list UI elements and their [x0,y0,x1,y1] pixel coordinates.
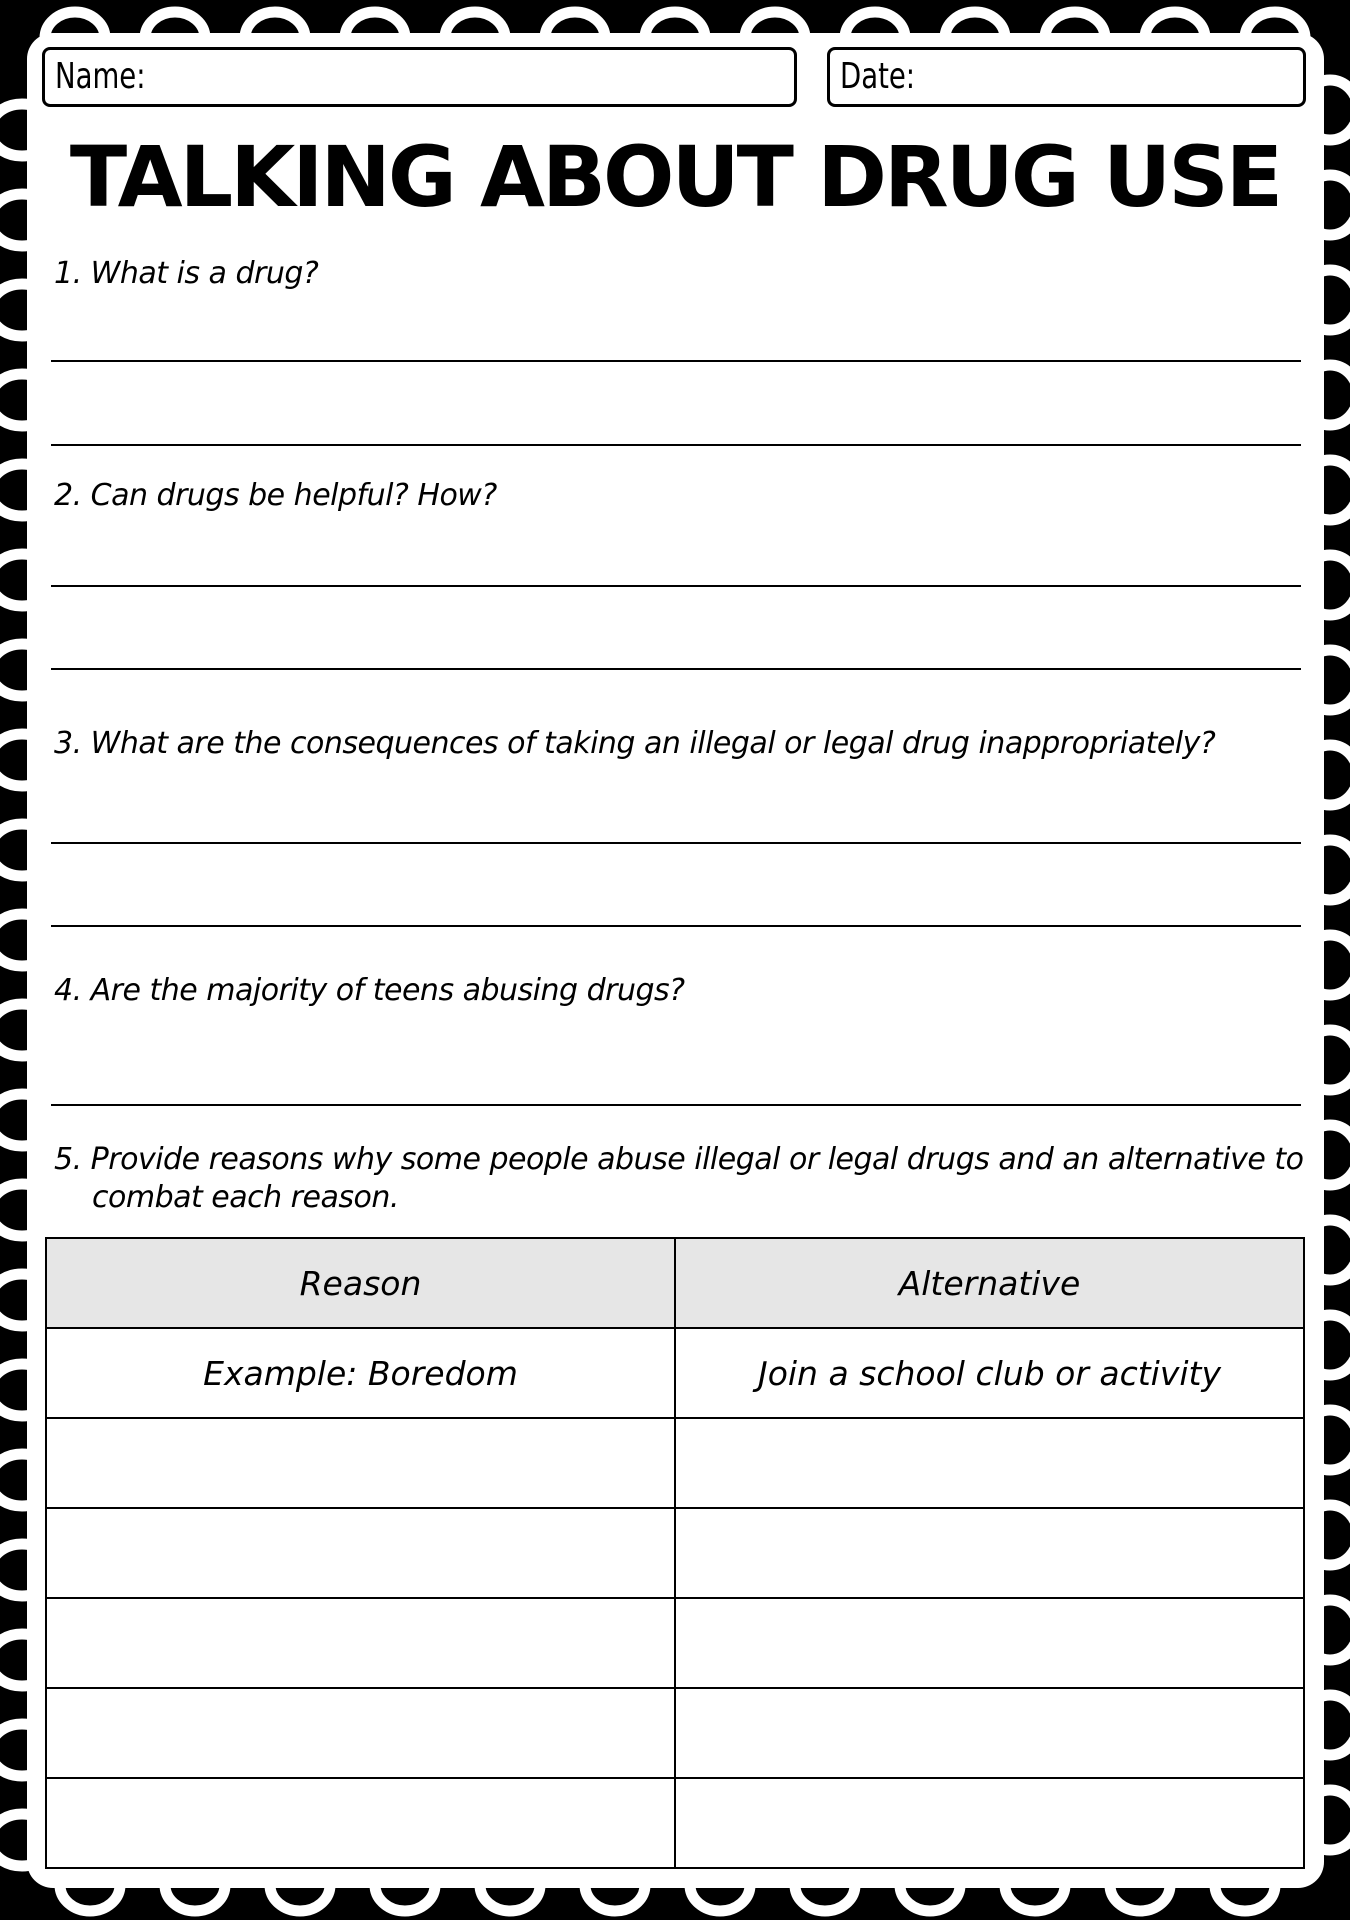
question-5-continued: combat each reason. [92,1180,399,1215]
answer-line[interactable] [51,668,1301,670]
reason-cell[interactable] [46,1688,675,1778]
alternative-cell[interactable] [675,1508,1304,1598]
answer-line[interactable] [51,444,1301,446]
question-4: 4. Are the majority of teens abusing drugs? [54,973,685,1008]
reasons-table [45,1237,1305,1869]
name-field[interactable] [42,47,797,107]
answer-line[interactable] [51,360,1301,362]
page-title: TALKING ABOUT DRUG USE [69,128,1281,226]
alternative-cell[interactable] [675,1418,1304,1508]
alternative-cell[interactable] [675,1598,1304,1688]
example-reason: Example: Boredom [46,1328,675,1418]
question-3: 3. What are the consequences of taking an illegal or legal drug inappropriately? [54,726,1216,761]
answer-line[interactable] [51,585,1301,587]
example-alternative: Join a school club or activity [675,1328,1304,1418]
reason-cell[interactable] [46,1418,675,1508]
table-row [46,1418,1304,1508]
reason-cell[interactable] [46,1778,675,1868]
answer-line[interactable] [51,925,1301,927]
table-header-row [46,1238,1304,1328]
alternative-cell[interactable] [675,1778,1304,1868]
question-2: 2. Can drugs be helpful? How? [54,478,497,513]
question-5: 5. Provide reasons why some people abuse illegal or legal drugs and an alternative to [54,1142,1304,1177]
reason-cell[interactable] [46,1508,675,1598]
table-row [46,1508,1304,1598]
table-row [46,1598,1304,1688]
header-alternative: Alternative [675,1238,1304,1328]
answer-line[interactable] [51,842,1301,844]
date-label: Date: [840,56,916,97]
reason-cell[interactable] [46,1598,675,1688]
table-row-example [46,1328,1304,1418]
date-field[interactable] [827,47,1306,107]
table-row [46,1778,1304,1868]
answer-line[interactable] [51,1104,1301,1106]
header-reason: Reason [46,1238,675,1328]
table-row [46,1688,1304,1778]
question-1: 1. What is a drug? [54,256,319,291]
alternative-cell[interactable] [675,1688,1304,1778]
name-label: Name: [55,56,146,97]
